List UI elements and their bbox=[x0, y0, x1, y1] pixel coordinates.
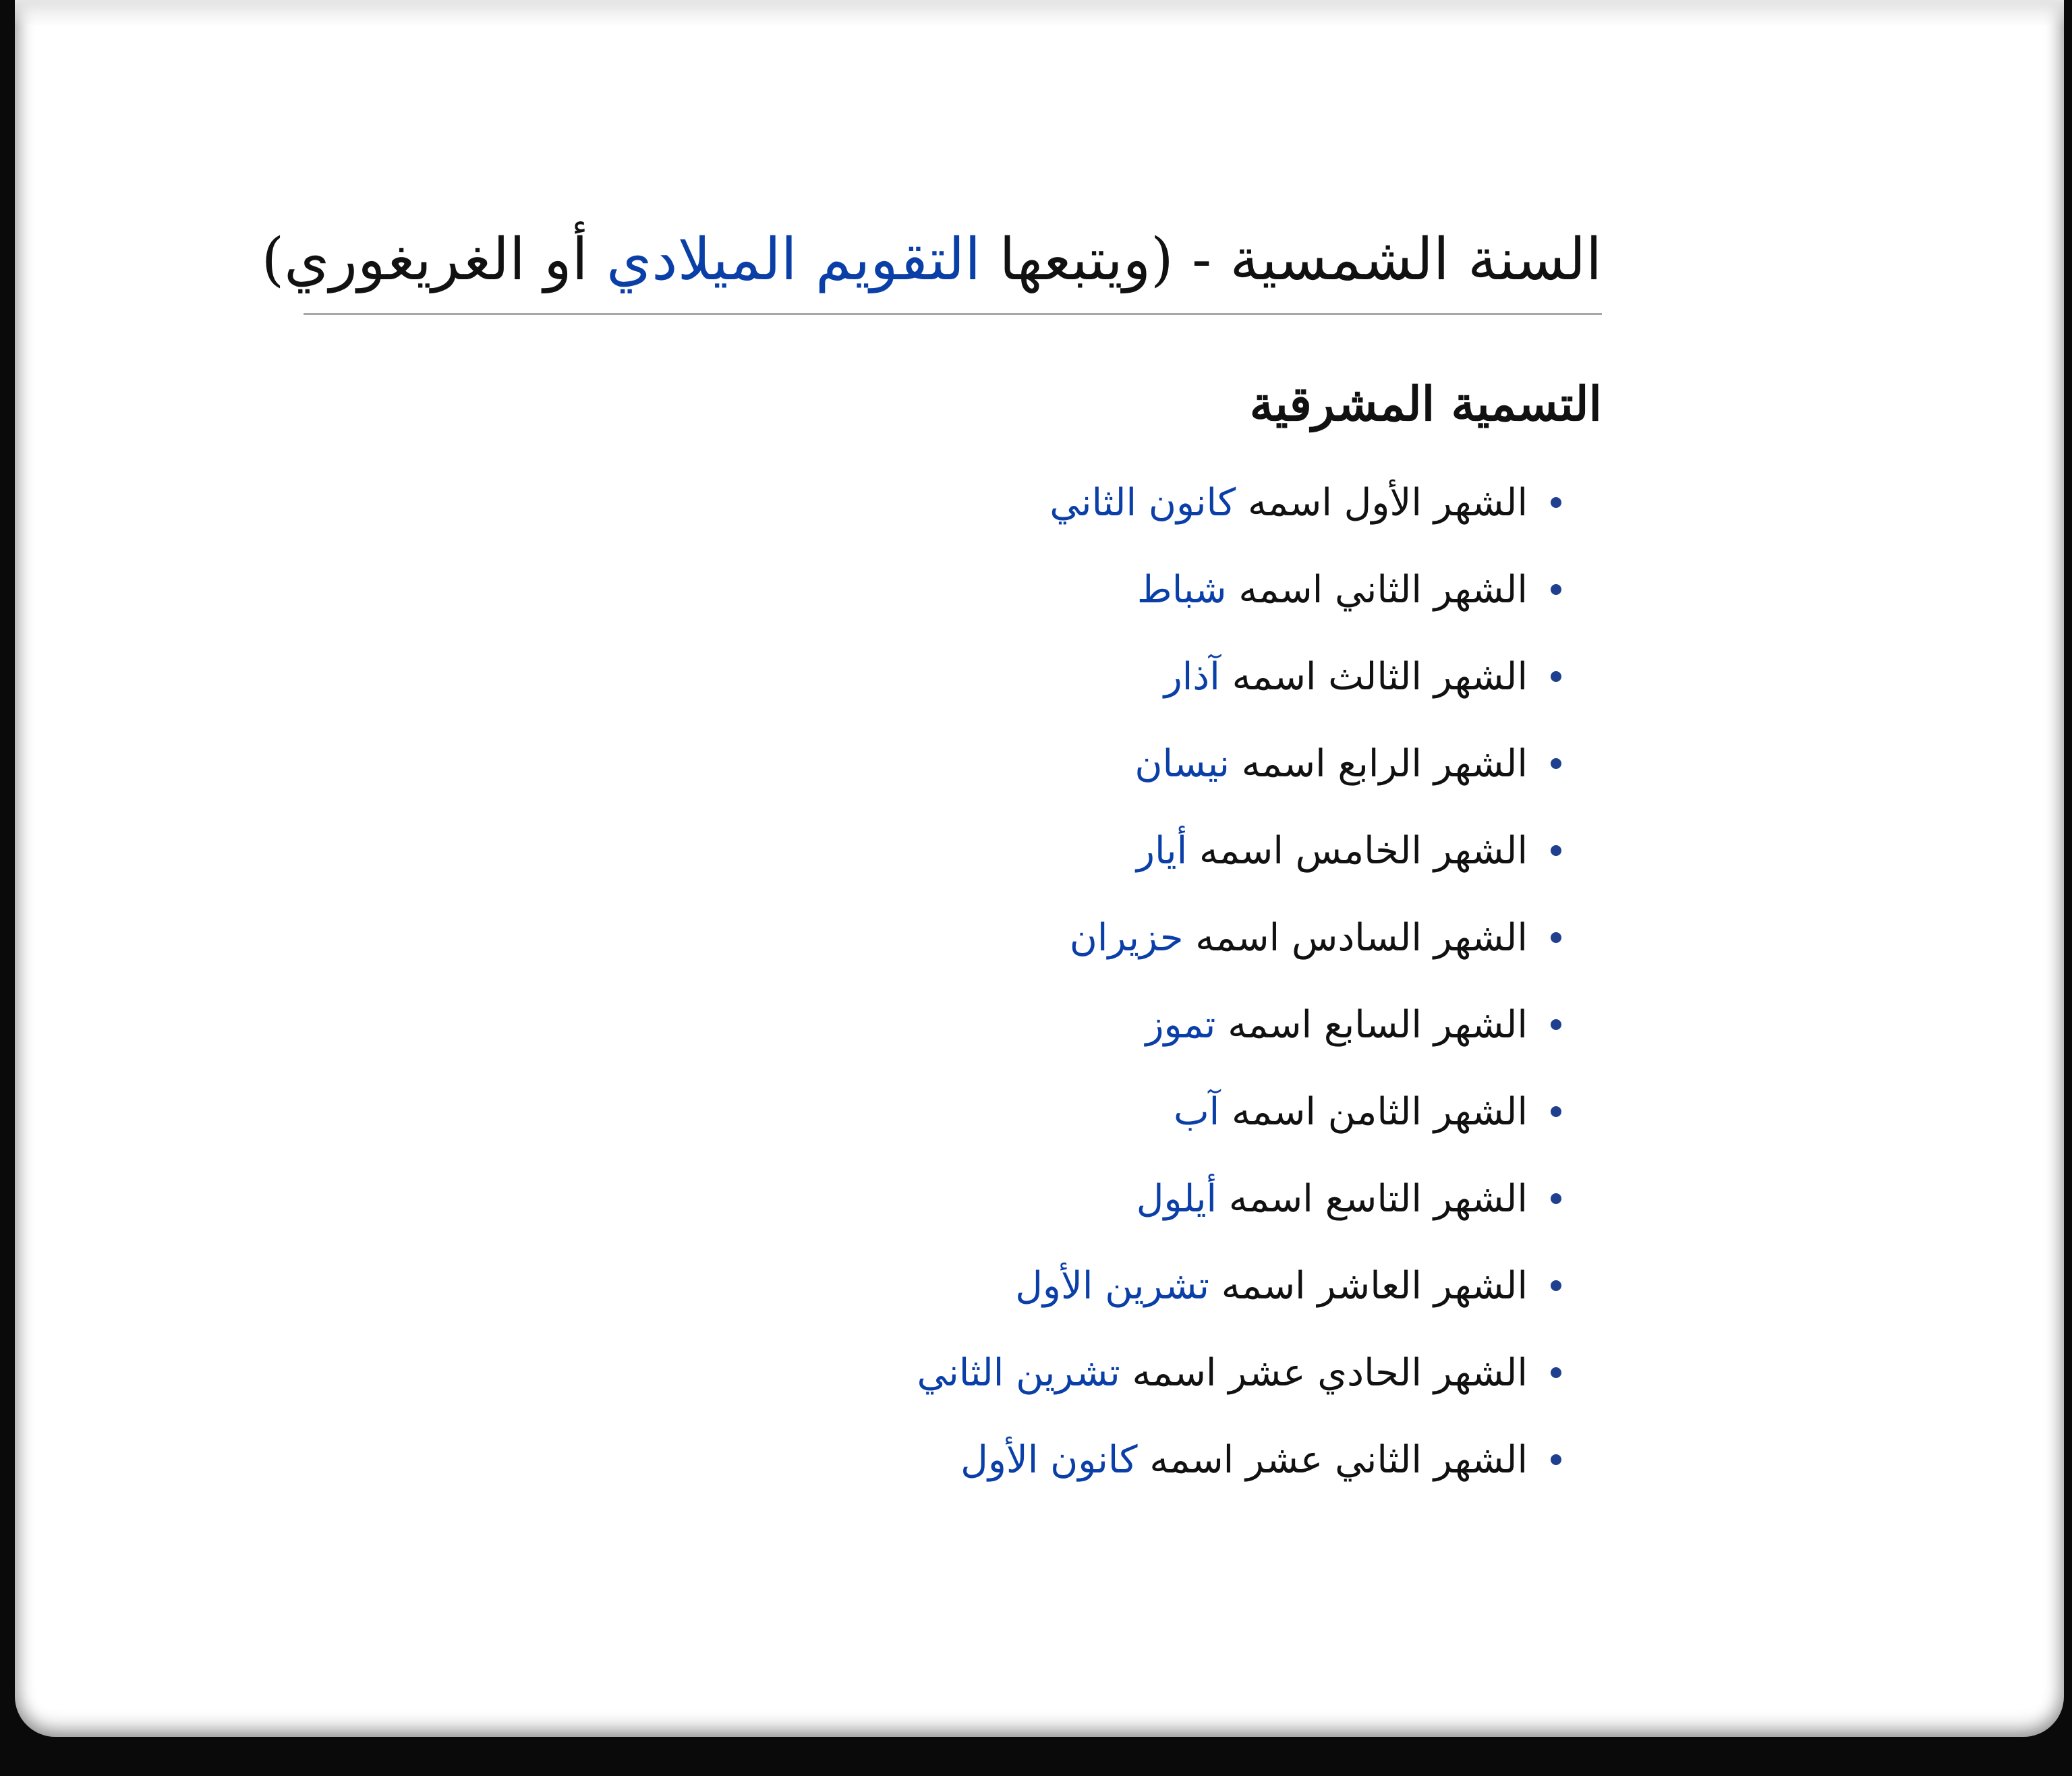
month-ordinal: الشهر الرابع اسمه bbox=[1229, 741, 1528, 786]
month-link[interactable]: أيار bbox=[1136, 828, 1188, 873]
list-item bbox=[304, 546, 1528, 633]
list-item bbox=[304, 1329, 1528, 1416]
month-link[interactable]: شباط bbox=[1136, 567, 1227, 612]
list-item bbox=[304, 1242, 1528, 1329]
month-ordinal: الشهر السابع اسمه bbox=[1215, 1002, 1528, 1047]
page-top-shadow bbox=[15, 0, 2064, 27]
month-link[interactable]: كانون الأول bbox=[960, 1437, 1138, 1482]
page-title bbox=[261, 223, 1602, 315]
list-item bbox=[304, 807, 1528, 894]
gregorian-calendar-link[interactable]: التقويم الميلادي bbox=[606, 226, 981, 293]
list-item bbox=[304, 633, 1528, 720]
bullet-icon bbox=[1551, 1280, 1561, 1291]
month-ordinal: الشهر التاسع اسمه bbox=[1217, 1176, 1528, 1221]
list-item bbox=[304, 1068, 1528, 1155]
bullet-icon bbox=[1551, 1193, 1561, 1204]
bullet-icon bbox=[1551, 845, 1561, 856]
section-heading: التسمية المشرقية bbox=[1249, 375, 1602, 432]
list-item bbox=[304, 894, 1528, 981]
bullet-icon bbox=[1551, 584, 1561, 595]
month-ordinal: الشهر العاشر اسمه bbox=[1209, 1263, 1528, 1308]
month-ordinal: الشهر الأول اسمه bbox=[1236, 480, 1528, 525]
months-list bbox=[304, 459, 1602, 1503]
title-prefix: السنة الشمسية - (ويتبعها bbox=[981, 226, 1602, 293]
title-suffix: أو الغريغوري) bbox=[261, 226, 606, 293]
month-link[interactable]: نيسان bbox=[1134, 741, 1230, 786]
bullet-icon bbox=[1551, 758, 1561, 769]
list-item bbox=[304, 981, 1528, 1068]
month-ordinal: الشهر السادس اسمه bbox=[1183, 915, 1528, 960]
month-ordinal: الشهر الثاني عشر اسمه bbox=[1137, 1437, 1528, 1482]
bullet-icon bbox=[1551, 1454, 1561, 1465]
bullet-icon bbox=[1551, 1019, 1561, 1030]
month-link[interactable]: تشرين الأول bbox=[1015, 1263, 1209, 1308]
month-link[interactable]: كانون الثاني bbox=[1049, 480, 1236, 525]
list-item bbox=[304, 1155, 1528, 1242]
month-link[interactable]: تشرين الثاني bbox=[917, 1350, 1120, 1395]
month-link[interactable]: أيلول bbox=[1136, 1176, 1217, 1221]
bullet-icon bbox=[1551, 671, 1561, 682]
list-item bbox=[304, 459, 1528, 546]
month-ordinal: الشهر الحادي عشر اسمه bbox=[1120, 1350, 1528, 1395]
month-link[interactable]: آذار bbox=[1163, 654, 1220, 699]
month-ordinal: الشهر الثاني اسمه bbox=[1226, 567, 1528, 612]
bullet-icon bbox=[1551, 1106, 1561, 1117]
month-ordinal: الشهر الثامن اسمه bbox=[1219, 1089, 1528, 1134]
month-link[interactable]: آب bbox=[1173, 1089, 1220, 1134]
month-link[interactable]: تموز bbox=[1145, 1002, 1216, 1047]
list-item bbox=[304, 1416, 1528, 1503]
list-item bbox=[304, 720, 1528, 807]
month-ordinal: الشهر الخامس اسمه bbox=[1187, 828, 1528, 873]
month-link[interactable]: حزيران bbox=[1069, 915, 1184, 960]
article-content bbox=[261, 223, 1602, 1503]
month-ordinal: الشهر الثالث اسمه bbox=[1219, 654, 1528, 699]
bullet-icon bbox=[1551, 1367, 1561, 1378]
bullet-icon bbox=[1551, 932, 1561, 943]
bullet-icon bbox=[1551, 497, 1561, 508]
